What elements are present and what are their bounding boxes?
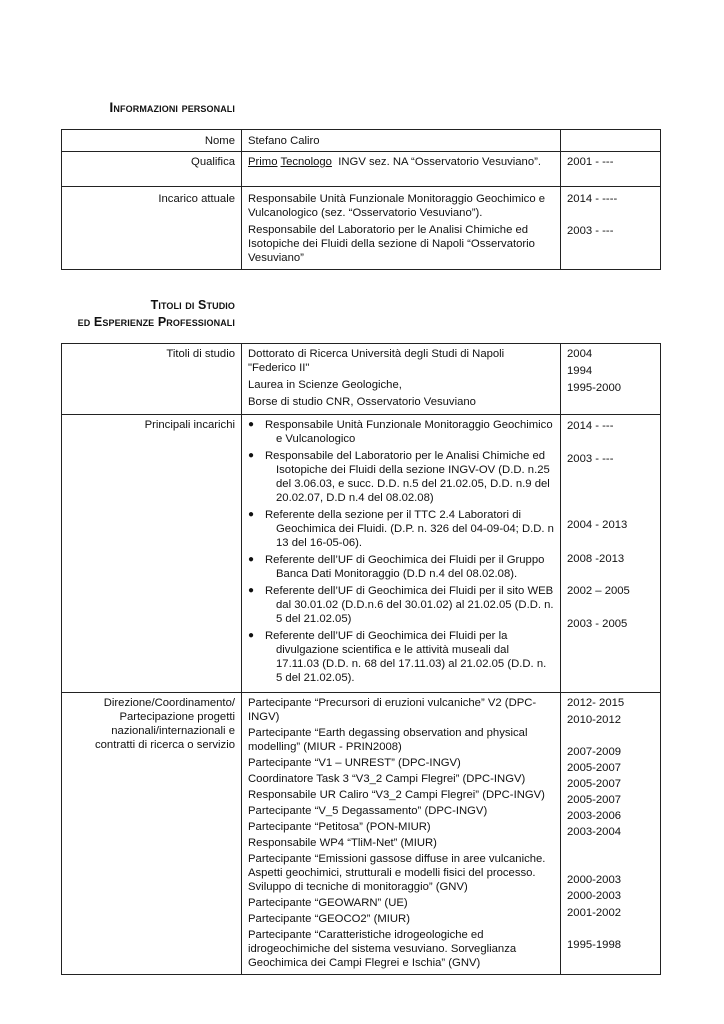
value-incarico-attuale — [242, 187, 561, 270]
progetto-line: Partecipante “Precursori di eruzioni vulcaniche” V2 (DPC-INGV) — [248, 697, 537, 723]
date-item: 2012- 2015 — [567, 697, 625, 709]
progetto-line: Coordinatore Task 3 “V3_2 Campi Flegrei” (DPC-INGV) — [248, 773, 526, 785]
list-item — [246, 418, 555, 446]
progetto-line: Responsabile UR Caliro “V3_2 Campi Flegrei” (DPC-INGV) — [248, 789, 545, 801]
incarico-line: Responsabile del Laboratorio per le Analisi Chimiche ed Isotopiche dei Fluidi della sezione di Napoli “Osservatorio Vesuviano” — [248, 224, 535, 264]
titolo-line: Borse di studio CNR, Osservatorio Vesuviano — [248, 396, 476, 408]
titolo-line: Dottorato di Ricerca Università degli Studi di Napoli "Federico II" — [248, 348, 505, 374]
row-incarico-attuale — [62, 187, 661, 270]
incarico-text: Referente dell’UF di Geochimica dei Fluidi per il Gruppo Banca Dati Monitoraggio (D.D n.4 del 08.02.08). — [265, 554, 545, 580]
progetto-line: Partecipante “V_5 Degassamento” (DPC-INGV) — [248, 805, 488, 817]
dates-qualifica — [561, 152, 661, 187]
list-item — [246, 629, 555, 685]
date-item: 2000-2003 — [567, 874, 622, 886]
qualifica-tecnologo: Tecnologo — [280, 156, 332, 168]
incarichi-list — [246, 418, 555, 685]
incarico-text: Responsabile del Laboratorio per le Analisi Chimiche ed Isotopiche dei Fluidi della sezione INGV-OV (D.D. n.25 del 3.06.03, e succ. D.D. n.5 del 21.02.05, D.D. n.9 del 20.02.07, D.D n.4 del 08.02.08) — [265, 450, 550, 504]
date-item: 2002 – 2005 — [567, 585, 630, 597]
progetto-line: Partecipante “GEOWARN” (UE) — [248, 897, 408, 909]
date-item: 2005-2007 — [567, 778, 622, 790]
date-item: 2014 - ---- — [567, 193, 618, 205]
label-incarico-attuale: Incarico attuale — [62, 187, 242, 270]
date-item: 1995-2000 — [567, 382, 622, 394]
date-item: 2005-2007 — [567, 762, 622, 774]
date-item: 2004 — [567, 348, 593, 360]
label-titoli-di-studio: Titoli di studio — [62, 344, 242, 415]
list-item — [246, 508, 555, 550]
bullet-icon: ● — [248, 585, 255, 596]
progetto-line: Partecipante “Caratteristiche idrogeologiche ed idrogeochimiche del sistema vesuviano. Sorveglianza Geochimica dei Campi Flegrei e Ischia” (GNV) — [248, 929, 517, 969]
section-title-titoli — [78, 297, 235, 331]
section-title-line1: Titoli di Studio — [150, 298, 235, 312]
date-item: 1994 — [567, 365, 593, 377]
date-item: 2003-2006 — [567, 810, 622, 822]
date-item: 2000-2003 — [567, 890, 622, 902]
row-qualifica — [62, 152, 661, 187]
date-item: 2005-2007 — [567, 794, 622, 806]
value-titoli-di-studio — [242, 344, 561, 415]
section-title-informazioni: Informazioni personali — [109, 99, 235, 115]
incarico-text: Referente dell’UF di Geochimica dei Fluidi per il sito WEB dal 30.01.02 (D.D.n.6 del 30.01.02) al 21.02.05 (D.D. n. 5 del 21.02.05) — [265, 585, 554, 625]
list-item — [246, 584, 555, 626]
table-informazioni-personali — [61, 129, 661, 270]
bullet-icon: ● — [248, 450, 255, 461]
progetto-line: Partecipante “Petitosa” (PON-MIUR) — [248, 821, 431, 833]
incarico-text: Referente della sezione per il TTC 2.4 Laboratori di Geochimica dei Fluidi. (D.P. n. 326 del 04-09-04; D.D. n 13 del 16-05-06). — [265, 509, 554, 549]
row-titoli-di-studio — [62, 344, 661, 415]
date-item: 2004 - 2013 — [567, 519, 628, 531]
table-titoli-esperienze — [61, 343, 661, 975]
row-direzione-coordinamento — [62, 693, 661, 975]
date-item: 2007-2009 — [567, 746, 622, 758]
dates-principali-incarichi — [561, 415, 661, 693]
date-item: 2001 - --- — [567, 156, 614, 168]
date-item: 2014 - --- — [567, 420, 614, 432]
label-qualifica: Qualifica — [62, 152, 242, 187]
qualifica-rest: INGV sez. NA “Osservatorio Vesuviano”. — [338, 156, 542, 168]
titolo-line: Laurea in Scienze Geologiche, — [248, 379, 402, 391]
list-item — [246, 449, 555, 505]
date-item: 2003 - --- — [567, 453, 614, 465]
row-nome — [62, 130, 661, 152]
dates-direzione-coordinamento — [561, 693, 661, 975]
bullet-icon: ● — [248, 419, 255, 430]
value-qualifica — [242, 152, 561, 187]
bullet-icon: ● — [248, 554, 255, 565]
progetto-line: Responsabile WP4 “TliM-Net” (MIUR) — [248, 837, 437, 849]
date-item: 2003 - --- — [567, 225, 614, 237]
incarico-text: Referente dell’UF di Geochimica dei Fluidi per la divulgazione scientifica e le attività museali dal 17.11.03 (D.D. n. 68 del 17.11.03) al 21.02.05 (D.D. n. 5 del 21.02.05). — [265, 630, 547, 684]
progetto-line: Partecipante “Earth degassing observation and physical modelling” (MIUR - PRIN2008) — [248, 727, 528, 753]
date-item: 2003-2004 — [567, 826, 622, 838]
date-item: 2010-2012 — [567, 714, 622, 726]
list-item — [246, 553, 555, 581]
progetto-line: Partecipante “Emissioni gassose diffuse in aree vulcaniche. Aspetti geochimici, strutturali e modelli fisici del processo. Sviluppo di tecniche di monitoraggio” (GNV) — [248, 853, 546, 893]
date-item: 2003 - 2005 — [567, 618, 628, 630]
incarico-text: Responsabile Unità Funzionale Monitoraggio Geochimico e Vulcanologico — [265, 419, 553, 445]
progetto-line: Partecipante “V1 – UNREST” (DPC-INGV) — [248, 757, 461, 769]
dates-incarico-attuale — [561, 187, 661, 270]
bullet-icon: ● — [248, 630, 255, 641]
dates-titoli-di-studio — [561, 344, 661, 415]
progetto-line: Partecipante “GEOCO2” (MIUR) — [248, 913, 410, 925]
date-item: 2008 -2013 — [567, 553, 625, 565]
date-item: 2001-2002 — [567, 907, 622, 919]
value-direzione-coordinamento — [242, 693, 561, 975]
value-nome: Stefano Caliro — [242, 130, 561, 152]
dates-nome — [561, 130, 661, 152]
bullet-icon: ● — [248, 509, 255, 520]
row-principali-incarichi — [62, 415, 661, 693]
section-title-line2: ed Esperienze Professionali — [77, 315, 235, 329]
incarico-line: Responsabile Unità Funzionale Monitoraggio Geochimico e Vulcanologico (sez. “Osservatorio Vesuviano”). — [248, 193, 546, 219]
qualifica-primo: Primo — [248, 156, 278, 168]
value-principali-incarichi — [242, 415, 561, 693]
label-nome: Nome — [62, 130, 242, 152]
date-item: 1995-1998 — [567, 939, 622, 951]
label-direzione-coordinamento: Direzione/Coordinamento/ Partecipazione progetti nazionali/internazionali e contratti di ricerca o servizio — [62, 693, 242, 975]
label-principali-incarichi: Principali incarichi — [62, 415, 242, 693]
